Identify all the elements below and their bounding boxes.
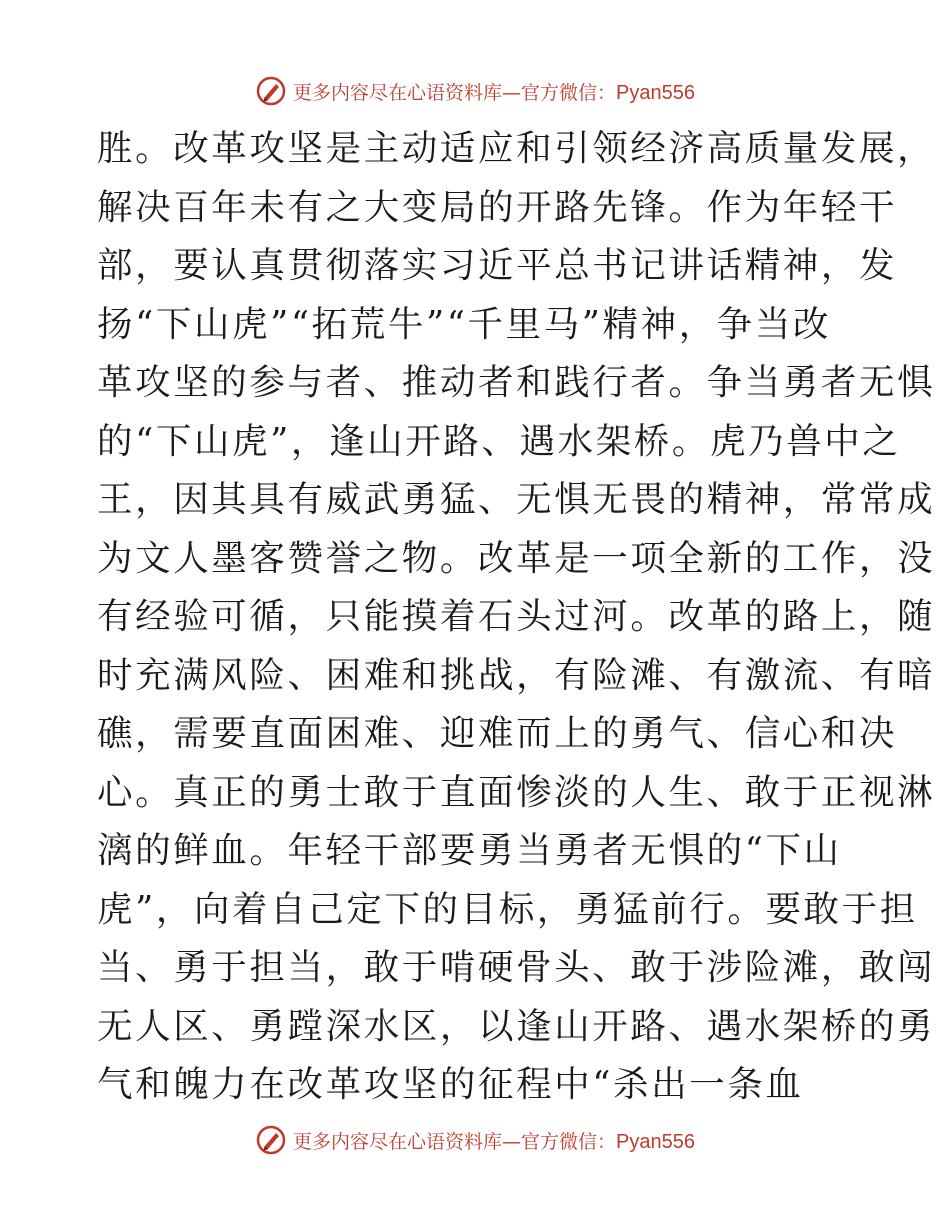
text-line: 气和魄力在改革攻坚的征程中“杀出一条血 [97,1064,804,1105]
document-body [97,120,936,1115]
text-line: 礁，需要直面困难、迎难而上的勇气、信心和决 [97,713,898,754]
text-line: 有经验可循，只能摸着石头过河。改革的路上，随 [97,596,936,637]
text-line: 为文人墨客赞誉之物。改革是一项全新的工作，没 [97,537,936,579]
text-line: 心。真正的勇士敢于直面惨淡的人生、敢于正视淋 [97,771,936,813]
footer-watermark [0,1120,950,1160]
text-line: 时充满风险、困难和挑战，有险滩、有激流、有暗 [97,654,936,696]
text-line: 扬“下山虎”“拓荒牛”“千里马”精神，争当改 [97,303,832,345]
watermark-text [293,1127,695,1154]
text-line: 无人区、勇蹚深水区，以逢山开路、遇水架桥的勇 [97,1005,936,1047]
text-line: 虎”，向着自己定下的目标，勇猛前行。要敢于担 [97,888,918,930]
text-line: 当、勇于担当，敢于啃硬骨头、敢于涉险滩，敢闯 [97,947,936,988]
header-watermark [0,71,950,111]
watermark-label: 更多内容尽在心语资料库—官方微信： [293,81,617,104]
text-line: 的“下山虎”，逢山开路、遇水架桥。虎乃兽中之 [97,420,901,462]
text-line: 胜。改革攻坚是主动适应和引领经济高质量发展， [97,128,936,169]
watermark-text [293,78,695,105]
pen-logo-icon [255,75,287,107]
pen-logo-icon [255,1124,287,1156]
watermark-label: 更多内容尽在心语资料库—官方微信： [293,1130,617,1153]
text-line: 解决百年未有之大变局的开路先锋。作为年轻干 [97,186,898,228]
text-line: 王，因其具有威武勇猛、无惧无畏的精神，常常成 [97,479,936,520]
text-line: 漓的鲜血。年轻干部要勇当勇者无惧的“下山 [97,830,842,871]
watermark-wechat-id: Pyan556 [616,81,695,104]
watermark-wechat-id: Pyan556 [616,1130,695,1153]
text-line: 革攻坚的参与者、推动者和践行者。争当勇者无惧 [97,362,936,403]
text-line: 部，要认真贯彻落实习近平总书记讲话精神，发 [97,245,898,286]
